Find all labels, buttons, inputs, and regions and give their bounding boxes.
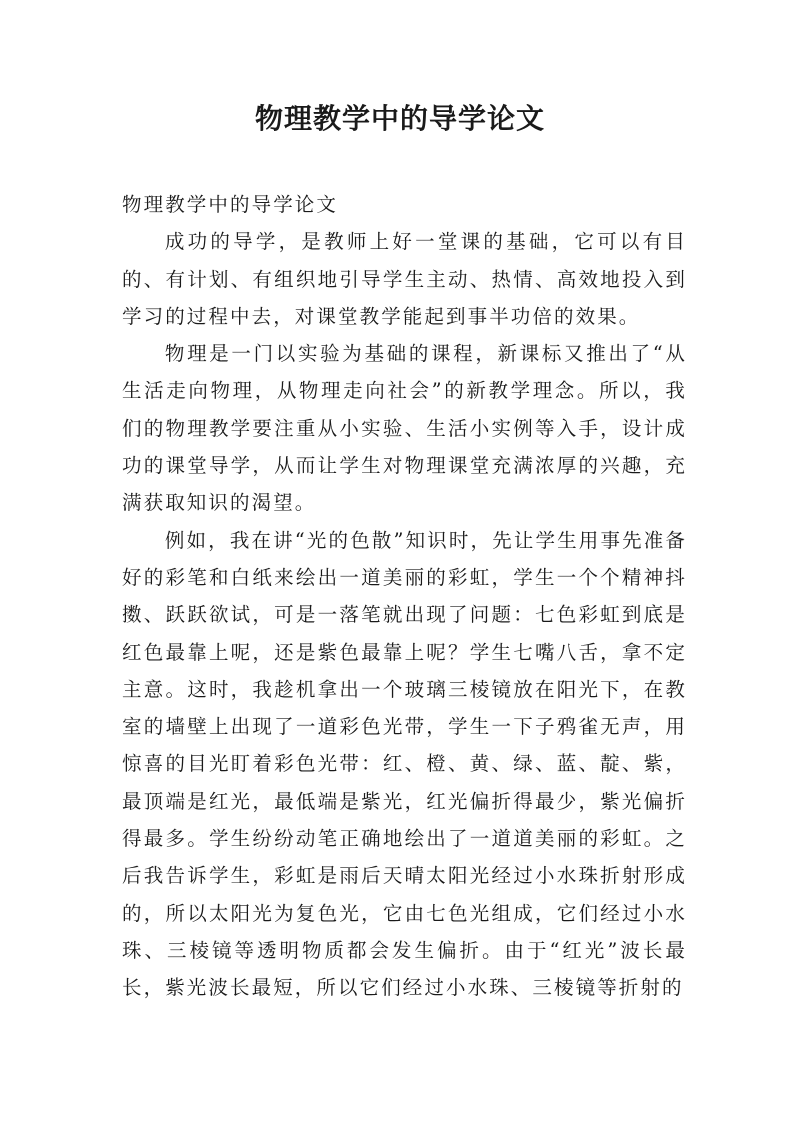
paragraph: 物理是一门以实验为基础的课程，新课标又推出了“从生活走向物理，从物理走向社会”的新教学理念。所以，我们的物理教学要注重从小实验、生活小实例等入手，设计成功的课堂导学，从而让学生对物理课堂充满浓厚的兴趣，充满获取知识的渴望。	[122, 342, 687, 515]
document-body	[122, 186, 687, 1007]
paragraph: 例如，我在讲“光的色散”知识时，先让学生用事先准备好的彩笔和白纸来绘出一道美丽的彩虹，学生一个个精神抖擞、跃跃欲试，可是一落笔就出现了问题：七色彩虹到底是红色最靠上呢，还是紫色最靠上呢？学生七嘴八舌，拿不定主意。这时，我趁机拿出一个玻璃三棱镜放在阳光下，在教室的墙壁上出现了一道彩色光带，学生一下子鸦雀无声，用惊喜的目光盯着彩色光带：红、橙、黄、绿、蓝、靛、紫，最顶端是红光，最低端是紫光，红光偏折得最少，紫光偏折得最多。学生纷纷动笔正确地绘出了一道道美丽的彩虹。之后我告诉学生，彩虹是雨后天晴太阳光经过小水珠折射形成的，所以太阳光为复色光，它由七色光组成，它们经过小水珠、三棱镜等透明物质都会发生偏折。由于“红光”波长最长，紫光波长最短，所以它们经过小水珠、三棱镜等折射的	[122, 528, 687, 1000]
page-title: 物理教学中的导学论文	[254, 102, 545, 135]
document-subheading: 物理教学中的导学论文	[122, 193, 339, 216]
paragraph: 成功的导学，是教师上好一堂课的基础，它可以有目的、有计划、有组织地引导学生主动、热情、高效地投入到学习的过程中去，对课堂教学能起到事半功倍的效果。	[122, 230, 687, 328]
